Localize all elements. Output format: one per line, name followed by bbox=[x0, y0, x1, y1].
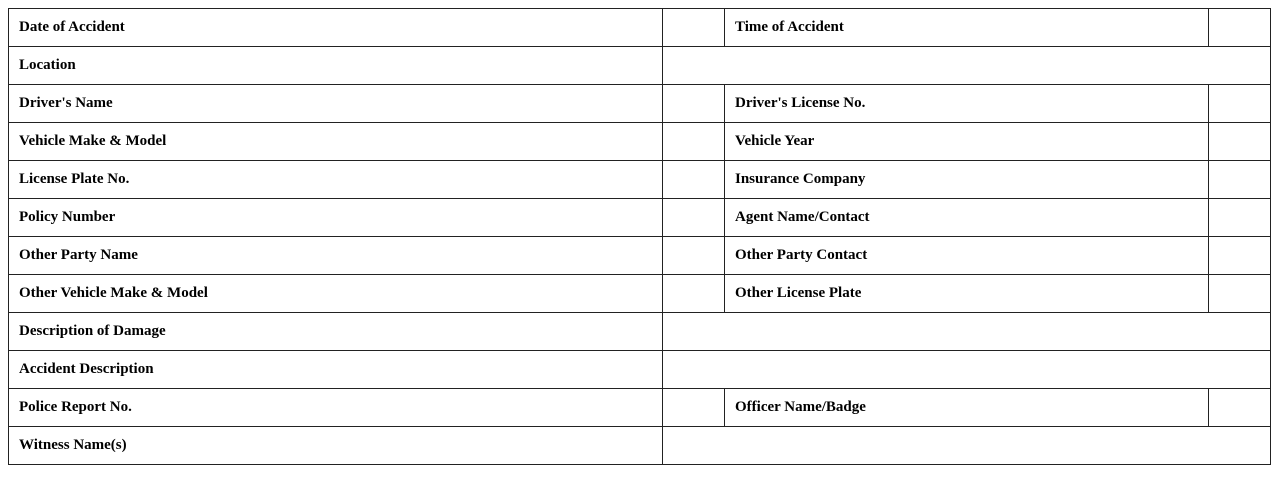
time-of-accident-label: Time of Accident bbox=[725, 9, 1209, 47]
form-row bbox=[9, 199, 1271, 237]
police-report-no-field[interactable] bbox=[663, 389, 725, 427]
other-license-plate-label: Other License Plate bbox=[725, 275, 1209, 313]
vehicle-year-field[interactable] bbox=[1209, 123, 1271, 161]
other-vehicle-make-model-label: Other Vehicle Make & Model bbox=[9, 275, 663, 313]
form-row bbox=[9, 351, 1271, 389]
drivers-name-field[interactable] bbox=[663, 85, 725, 123]
accident-report-form-table bbox=[8, 8, 1271, 465]
description-of-damage-field[interactable] bbox=[663, 313, 1271, 351]
witness-names-field[interactable] bbox=[663, 427, 1271, 465]
policy-number-field[interactable] bbox=[663, 199, 725, 237]
officer-name-badge-field[interactable] bbox=[1209, 389, 1271, 427]
date-of-accident-field[interactable] bbox=[663, 9, 725, 47]
other-party-name-field[interactable] bbox=[663, 237, 725, 275]
vehicle-make-model-field[interactable] bbox=[663, 123, 725, 161]
location-field[interactable] bbox=[663, 47, 1271, 85]
time-of-accident-field[interactable] bbox=[1209, 9, 1271, 47]
agent-name-contact-field[interactable] bbox=[1209, 199, 1271, 237]
other-party-contact-label: Other Party Contact bbox=[725, 237, 1209, 275]
form-row bbox=[9, 9, 1271, 47]
other-vehicle-make-model-field[interactable] bbox=[663, 275, 725, 313]
date-of-accident-label: Date of Accident bbox=[9, 9, 663, 47]
other-party-contact-field[interactable] bbox=[1209, 237, 1271, 275]
form-row bbox=[9, 313, 1271, 351]
description-of-damage-label: Description of Damage bbox=[9, 313, 663, 351]
form-row bbox=[9, 85, 1271, 123]
form-row bbox=[9, 275, 1271, 313]
other-license-plate-field[interactable] bbox=[1209, 275, 1271, 313]
form-row bbox=[9, 237, 1271, 275]
form-row bbox=[9, 123, 1271, 161]
accident-description-field[interactable] bbox=[663, 351, 1271, 389]
location-label: Location bbox=[9, 47, 663, 85]
drivers-name-label: Driver's Name bbox=[9, 85, 663, 123]
accident-description-label: Accident Description bbox=[9, 351, 663, 389]
agent-name-contact-label: Agent Name/Contact bbox=[725, 199, 1209, 237]
license-plate-no-field[interactable] bbox=[663, 161, 725, 199]
policy-number-label: Policy Number bbox=[9, 199, 663, 237]
insurance-company-field[interactable] bbox=[1209, 161, 1271, 199]
form-row bbox=[9, 427, 1271, 465]
officer-name-badge-label: Officer Name/Badge bbox=[725, 389, 1209, 427]
form-row bbox=[9, 389, 1271, 427]
form-row bbox=[9, 47, 1271, 85]
form-row bbox=[9, 161, 1271, 199]
vehicle-year-label: Vehicle Year bbox=[725, 123, 1209, 161]
license-plate-no-label: License Plate No. bbox=[9, 161, 663, 199]
vehicle-make-model-label: Vehicle Make & Model bbox=[9, 123, 663, 161]
other-party-name-label: Other Party Name bbox=[9, 237, 663, 275]
witness-names-label: Witness Name(s) bbox=[9, 427, 663, 465]
police-report-no-label: Police Report No. bbox=[9, 389, 663, 427]
drivers-license-no-field[interactable] bbox=[1209, 85, 1271, 123]
insurance-company-label: Insurance Company bbox=[725, 161, 1209, 199]
drivers-license-no-label: Driver's License No. bbox=[725, 85, 1209, 123]
